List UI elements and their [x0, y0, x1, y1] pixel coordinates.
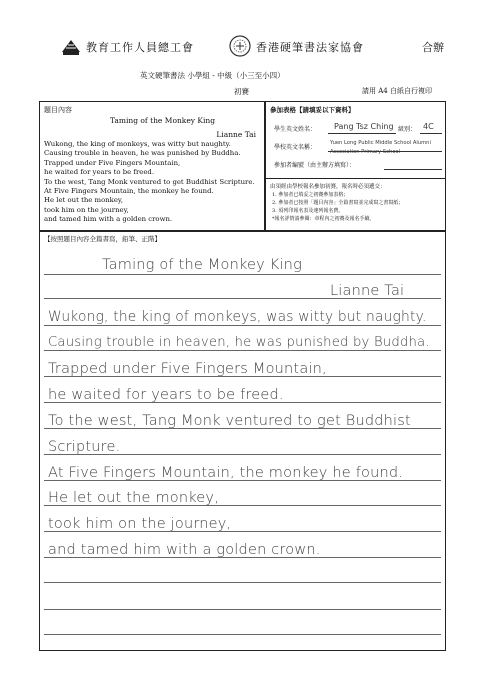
poem-line: and tamed him with a golden crown. [44, 215, 173, 224]
school-label: 學校英文名稱： [274, 144, 317, 151]
participant-number-field[interactable] [384, 169, 442, 170]
poem-line: Causing trouble in heaven, he was punished by Buddha. [44, 149, 241, 158]
class-label: 級別： [398, 126, 417, 133]
handwritten-line: He let out the monkey, [48, 490, 220, 506]
rule-item: *報名詳情請參閱：章程內之初賽及報名手續。 [272, 216, 375, 222]
poem-line: Trapped under Five Fingers Mountain, [44, 158, 181, 167]
rules-list [272, 191, 403, 223]
poem-line: At Five Fingers Mountain, the monkey he found. [44, 187, 214, 196]
handwritten-line: and tamed him with a golden crown. [48, 542, 321, 558]
handwritten-line: To the west, Tang Monk ventured to get Buddhist [48, 413, 411, 429]
poem-author: Lianne Tai [216, 130, 256, 139]
entry-form [265, 101, 446, 179]
poem-text [44, 140, 255, 225]
writing-area [39, 231, 446, 651]
handwritten-line: Causing trouble in heaven, he was punished by Buddha. [48, 335, 430, 350]
handwritten-line: he waited for years to be freed. [48, 387, 284, 403]
class-field[interactable]: 4C [423, 122, 434, 131]
handwritten-line: Wukong, the king of monkeys, was witty but naughty. [48, 309, 427, 325]
handwritten-author: Lianne Tai [330, 283, 405, 299]
org2-name: 香港硬筆書法家協會 [256, 41, 364, 54]
participant-number-label: 參加者編號（由主辦方填寫）： [274, 162, 356, 169]
poem-line: To the west, Tang Monk ventured to get Buddhist Scripture. [44, 177, 255, 186]
header [60, 34, 450, 64]
rule-item: 2. 參加者已按照「題目內容」全篇書寫並完成寫之書寫紙； [272, 200, 404, 206]
handwritten-title: Taming of the Monkey King [102, 257, 302, 273]
name-underline [328, 133, 396, 134]
ruled-line [44, 274, 441, 275]
topic-heading: 題目內容 [44, 106, 72, 114]
poem-line: he waited for years to be freed. [44, 168, 155, 177]
union-logo-icon [60, 34, 82, 58]
handwritten-line: Scripture. [48, 439, 121, 455]
ruled-line [44, 350, 441, 351]
association-seal-icon [228, 34, 252, 58]
rules-heading: 由須經由學校報名參加初賽，報名時必須遞交： [270, 184, 386, 190]
rule-item: 1. 參加者已填妥之初賽參加表格； [272, 192, 349, 198]
school-field-line1[interactable]: Yuen Long Public Middle School Alumni [330, 140, 431, 146]
school-field-line2[interactable]: Association Primary School [330, 149, 401, 155]
rule-item: 3. 須列印報名表及速列報名費。 [272, 208, 344, 214]
name-row [274, 124, 316, 133]
writing-heading: 【按照題目內容全篇書寫，鉛筆、正階】 [44, 235, 161, 243]
poem-line: Wukong, the king of monkeys, was witty but naughty. [44, 140, 231, 148]
handwritten-line: At Five Fingers Mountain, the monkey he found. [48, 465, 404, 481]
entry-rules [265, 179, 446, 231]
topic-box [39, 101, 265, 231]
ruled-line [44, 325, 441, 326]
ruled-line [44, 609, 441, 610]
poem-line: took him on the journey, [44, 205, 129, 214]
competition-subtitle: 英文硬筆書法 小學組 - 中級（小三至小四） [140, 71, 285, 80]
joint-organizer: 合辦 [422, 41, 444, 54]
ruled-line [44, 634, 441, 635]
poem-title: Taming of the Monkey King [110, 116, 216, 125]
round-label: 初賽 [234, 87, 249, 96]
name-label: 學生英文姓名： [274, 126, 317, 133]
paper-note: 請用 A4 白紙自行複印 [362, 87, 432, 95]
org1-name: 教育工作人員總工會 [86, 41, 194, 54]
ruled-line [44, 582, 441, 583]
name-field[interactable]: Pang Tsz Ching [334, 122, 394, 131]
handwritten-line: Trapped under Five Fingers Mountain, [48, 361, 327, 377]
form-heading: 參加表格【請填妥以下資料】 [270, 106, 355, 114]
class-underline [420, 133, 442, 134]
handwritten-line: took him on the journey, [48, 516, 232, 532]
poem-line: He let out the monkey, [44, 196, 124, 205]
